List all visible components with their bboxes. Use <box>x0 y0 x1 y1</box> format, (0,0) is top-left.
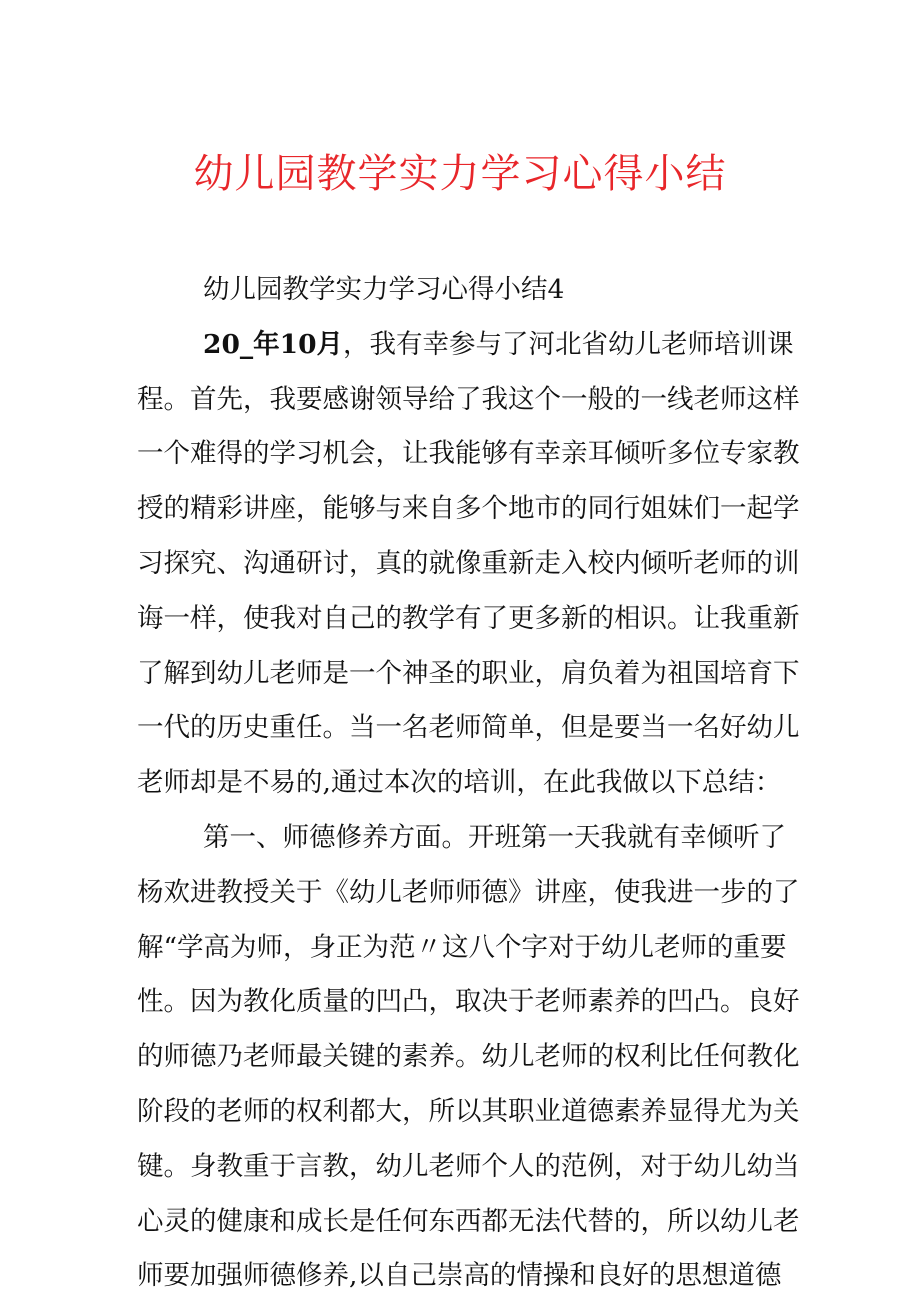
paragraph-line: 第一、师德修养方面。开班第一天我就有幸倾听了 <box>203 821 786 853</box>
paragraph-line: 杨欢进教授关于《幼儿老师师德》讲座，使我进一步的了 <box>137 876 800 908</box>
paragraph-line: 键。身教重于言教，幼儿老师个人的范例，对于幼儿幼当 <box>137 1150 800 1182</box>
paragraph-line: 心灵的健康和成长是任何东西都无法代替的，所以幼儿老 <box>137 1205 800 1237</box>
paragraph-line: 师要加强师德修养,以自己崇高的情操和良好的思想道德 <box>137 1260 782 1292</box>
paragraph-line: 的师德乃老师最关键的素养。幼儿老师的权利比任何教化 <box>137 1041 800 1073</box>
paragraph-line: 诲一样，使我对自己的教学有了更多新的相识。让我重新 <box>137 602 800 634</box>
section-heading: 幼儿园教学实力学习心得小结4 <box>203 274 565 305</box>
date-text: 20_年10月 <box>203 328 344 360</box>
document-title: 幼儿园教学实力学习心得小结 <box>193 151 727 197</box>
paragraph-line: 授的精彩讲座，能够与来自多个地市的同行姐妹们一起学 <box>137 493 800 525</box>
paragraph-line: 习探究、沟通研讨，真的就像重新走入校内倾听老师的训 <box>137 547 800 579</box>
paragraph-line: 老师却是不易的,通过本次的培训，在此我做以下总结： <box>137 767 782 799</box>
paragraph-line: 性。因为教化质量的凹凸，取决于老师素养的凹凸。良好 <box>137 986 800 1018</box>
paragraph-line: 一个难得的学习机会，让我能够有幸亲耳倾听多位专家教 <box>137 438 800 470</box>
paragraph-line: 程。首先，我要感谢领导给了我这个一般的一线老师这样 <box>137 383 800 415</box>
paragraph-line: 了解到幼儿老师是一个神圣的职业，肩负着为祖国培育下 <box>137 657 800 689</box>
paragraph-line: 阶段的老师的权利都大，所以其职业道德素养显得尤为关 <box>137 1095 800 1127</box>
paragraph-line: 一代的历史重任。当一名老师简单，但是要当一名好幼儿 <box>137 712 800 744</box>
paragraph-line-text: ，我有幸参与了河北省幼儿老师培训课 <box>343 328 794 360</box>
paragraph-line: 解“学高为师，身正为范〃这八个字对于幼儿老师的重要 <box>137 931 787 963</box>
document-body <box>137 263 800 1304</box>
paragraph-line <box>137 318 794 373</box>
